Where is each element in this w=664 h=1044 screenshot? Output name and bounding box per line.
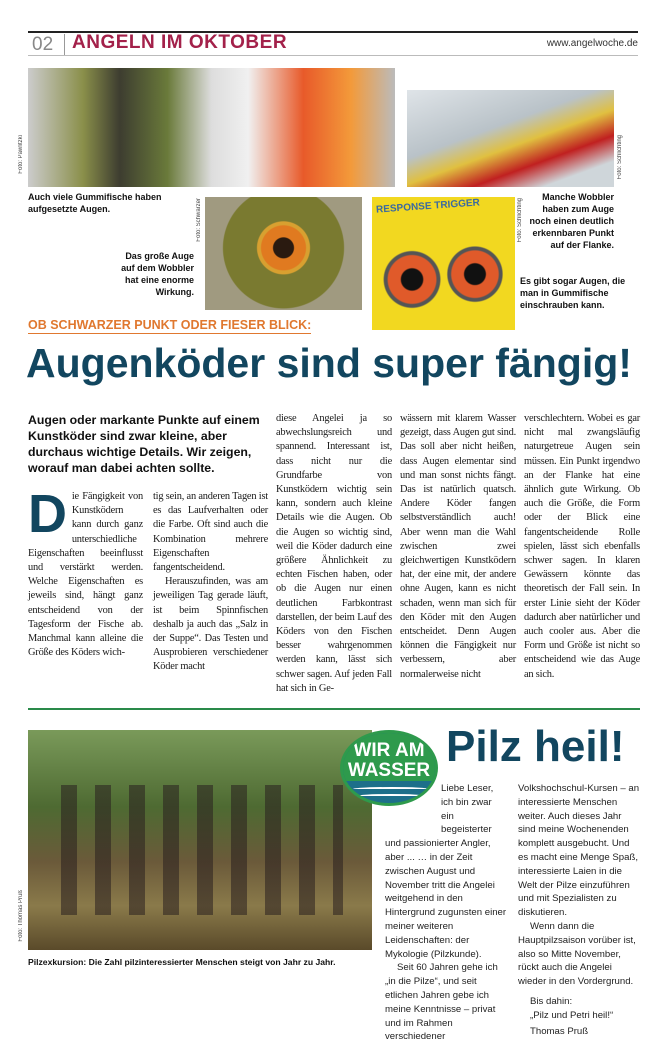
author: Thomas Pruß [530,1025,589,1037]
screw-eyes-photo [372,197,515,330]
section-title: ANGELN IM OKTOBER [72,32,288,53]
red-wobbler-photo [407,90,614,187]
photo-credit: Foto: Schlichting [517,198,523,243]
caption-wobbler: Manche Wobbler haben zum Auge noch einen deutlich erkennbaren Punkt auf der Flanke. [529,192,614,250]
drop-cap: D [28,484,67,544]
article-lead [28,412,268,675]
wir-am-wasser-logo [340,730,438,806]
caption-big-eye: Das große Auge auf dem Wobbler hat eine enorme Wirkung. [121,251,194,297]
big-eye-photo [205,197,362,310]
package-label: RESPONSE TRIGGER [375,197,481,216]
section-divider [28,708,640,710]
photo-credit: Foto: Schwarzer [196,198,202,242]
article-column-4: wässern mit klarem Wasser gezeigt, dass Augen gut sind. Das soll aber nicht heißen, dass Augen elementar sind und man sonst nichts fängt. Das ist natürlich quatsch. Andere Köder fangen selbstverständlich auch! Aber wenn man die Wahl zwischen zwei gleichwertigen Kunstködern hat, der eine mit, der andere ohne Augen, kann es nicht schaden, wenn man sich für den Köder mit den Augen entscheidet. Denn Augen können die Fängigkeit nur verbessern, aber normalerweise nicht [400,413,516,680]
caption-screw-eyes: Es gibt sogar Augen, die man in Gummifische einschrauben kann. [520,276,626,310]
header-rule [28,55,638,56]
signoff: „Pilz und Petri heil!“ [530,1009,614,1021]
column-title: Pilz heil! [446,722,625,772]
article-kicker: OB SCHWARZER PUNKT ODER FIESER BLICK: [28,318,312,332]
lures-photo [28,68,395,187]
article-headline: Augenköder sind super fängig! [26,340,632,386]
article-column-2 [153,490,268,675]
photo-credit: Foto: Pawlitzki [18,135,24,174]
page-number: 02 [32,34,54,55]
header-separator [64,34,65,55]
signoff-block [518,995,640,1038]
column-paragraph: Seit 60 Jahren gehe ich „in die Pilze“, und seit etlichen Jahren gebe ich meine Kenntnisse – privat und im Rahmen verschiedener Volkshochschul-Kursen – an interessierte Menschen weiter. Auch dieses Jahr sind meine Wochenenden komplett ausgebucht. Und es macht eine Menge Spaß, interessierte Laien in die Welt der Pilze einzuführen und mit Spezialisten zu diskutieren. [385,783,640,1043]
article-intro: Augen oder markante Punkte auf einem Kunstköder sind zwar kleine, aber durchaus wichtige Details. Wir zeigen, worauf man dabei achten sollte. [28,413,260,475]
column-paragraph: Wenn dann die Hauptpilzsaison vorüber ist, also so Mitte November, rückt auch die Angelei wieder in den Vordergrund. [518,921,636,988]
body-paragraph: tig sein, an anderen Tagen ist es das Laufverhalten oder die Farbe. Oft sind auch die Kombination mehrere Eigenschaften fangentscheidend. [153,491,268,574]
article-column-1 [28,484,143,660]
article-body [28,412,640,696]
photo-credit: Foto: Thomas Pruß [18,890,24,942]
logo-text: WIR AM [353,740,425,762]
body-text: ie Fängigkeit von Kunstködern kann durch ganz unterschiedliche Eigenschaften beeinflusst und verstärkt werden. Welche Eigenschaften es jeweils sind, hängt ganz entscheidend von der Tagesform der Fische ab. Manchmal kann alleine die Größe des Köders wich- [28,491,143,659]
lower-content [18,412,640,1044]
mushroom-excursion-photo [28,730,372,950]
photo-caption: Pilzexkursion: Die Zahl pilzinteressierter Menschen steigt von Jahr zu Jahr. [28,957,336,968]
article-column-3: diese Angelei ja so abwechslungsreich und spannend. Interessant ist, dass nicht nur die Grundfarbe von Kunstködern wichtig sein kann, sondern auch kleine Details wie die Augen. Ob die Augen so wichtig sind, weil die Köder dadurch eine größere Ähnlichkeit zu echten Fischen haben, oder ob die Augen nur einen deutlichen Farbkontrast darstellen, der beim Lauf des Köders von den Fischen besser wahrgenommen werden kann, lässt sich schwer sagen. Auf jeden Fall hat sich in Ge- [276,413,392,694]
caption-lures: Auch viele Gummifische haben aufgesetzte Augen. [28,192,162,214]
article-column-5: verschlechtern. Wobei es gar nicht mal zwangsläufig naturgetreue Augen sein müssen. Ein Punkt irgendwo an der Flanke hat eine ähnlich gute Wirkung. Ob auch die Größe, die Form oder der Blick eine fangentscheidende Rolle spielen, lässt sich ebenfalls schwer sagen. In klaren Gewässern könnte das theoretisch der Fall sein. In erster Linie sieht der Köder dadurch aber natürlicher und auch cooler aus. Aber die Form und Größe ist nicht so entscheidend wie das Auge an sich. [524,413,640,680]
signoff: Bis dahin: [530,996,573,1008]
body-paragraph: Herauszufinden, was am jeweiligen Tag gerade läuft, ist beim Spinnfischen deshalb ja auch das „Salz in der Suppe“. Das Testen und Ausprobieren verschiedener Köder macht [153,576,268,673]
column-paragraph: Liebe Leser, ich bin zwar ein begeisterter und passionierter Angler, aber ... … in der Zeit zwischen August und November tritt die Angelei weitgehend in den Hintergrund zugunsten einer meiner weiteren Leidenschaften: der Mykologie (Pilzkunde). [385,783,507,960]
website-url[interactable]: www.angelwoche.de [546,38,638,49]
photo-credit: Foto: Schlichting [617,135,623,180]
pilz-column [18,722,640,1044]
logo-text: WASSER [347,760,431,782]
